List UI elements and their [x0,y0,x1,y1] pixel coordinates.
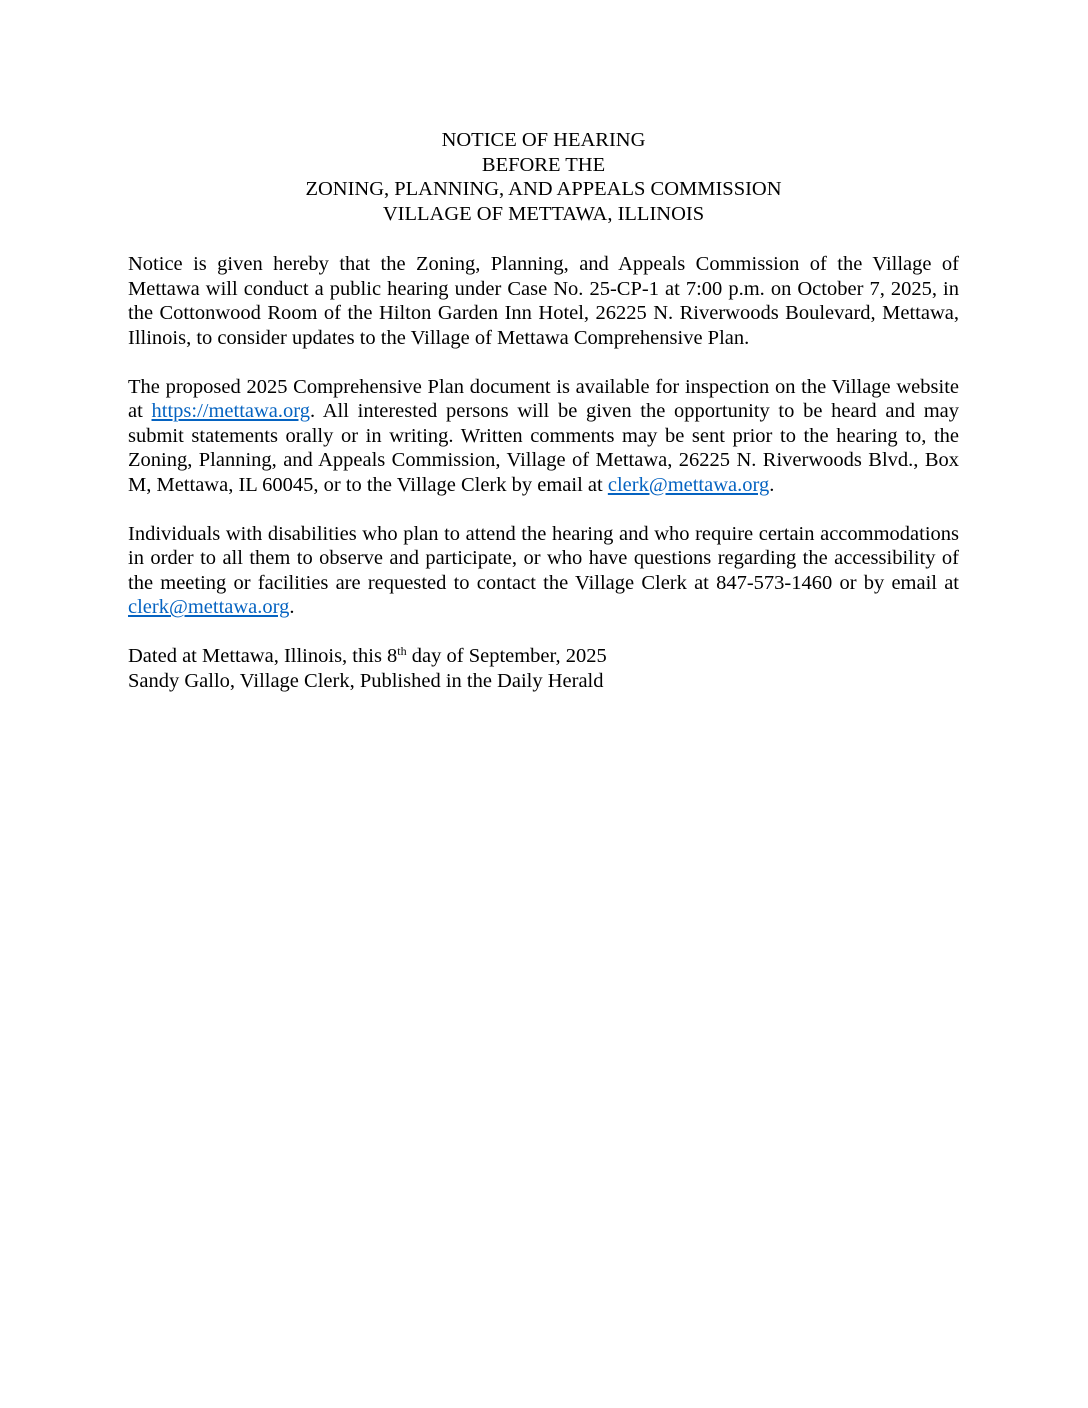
clerk-email-link[interactable]: clerk@mettawa.org [607,473,770,496]
heading-line-1: NOTICE OF HEARING [441,129,646,151]
dated-text-b: day of September, 2025 [406,645,607,667]
accessibility-text-b: . [289,596,295,618]
accessibility-email-link[interactable]: clerk@mettawa.org [128,596,290,618]
heading-line-4: VILLAGE OF METTAWA, ILLINOIS [382,202,705,225]
heading-line-2: BEFORE THE [481,153,606,176]
inspection-paragraph [128,375,959,498]
website-link[interactable]: https://mettawa.org [151,400,310,422]
dated-text-a: Dated at Mettawa, Illinois, this 8 [128,645,398,667]
dated-line [128,644,959,669]
heading-line-3: ZONING, PLANNING, AND APPEALS COMMISSION [305,178,782,200]
hearing-paragraph-text: Notice is given hereby that the Zoning, Planning, and Appeals Commission of the Village of Mettawa will conduct a public hearing under Case No. 25-CP-1 at 7:00 p.m. on October 7, 2025, in the Cottonwood Room of the Hilton Garden Inn Hotel, 26225 N. Riverwoods Boulevard, Mettawa, Illinois, to consider updates to the Village of Mettawa Comprehensive Plan. [128,253,959,349]
inspection-text-c: . [769,473,775,496]
notice-body [128,252,959,718]
clerk-line: Sandy Gallo, Village Clerk, Published in the Daily Herald [128,669,604,692]
notice-heading [128,128,959,226]
accessibility-paragraph [128,522,959,620]
inspection-text-b: . All interested persons will be given the opportunity to be heard and may submit statements orally or in writing. Written comments may be sent prior to the hearing to, the Zoning, Planning, and Appeals Commission, Village of Mettawa, 26225 N. Riverwoods Blvd., Box M, Mettawa, IL 60045, or to the Village Clerk by email at [128,400,959,496]
signature-block [128,644,959,693]
accessibility-text-a: Individuals with disabilities who plan to attend the hearing and who require certain accommodations in order to all them to observe and participate, or who have questions regarding the accessibility of the meeting or facilities are requested to contact the Village Clerk at 847-573-1460 or by email at [128,522,959,594]
inspection-text-a: The proposed 2025 Comprehensive Plan document is available for inspection on the Village website at [128,375,959,422]
hearing-paragraph [128,252,959,350]
dated-ordinal-suffix: th [397,644,407,658]
